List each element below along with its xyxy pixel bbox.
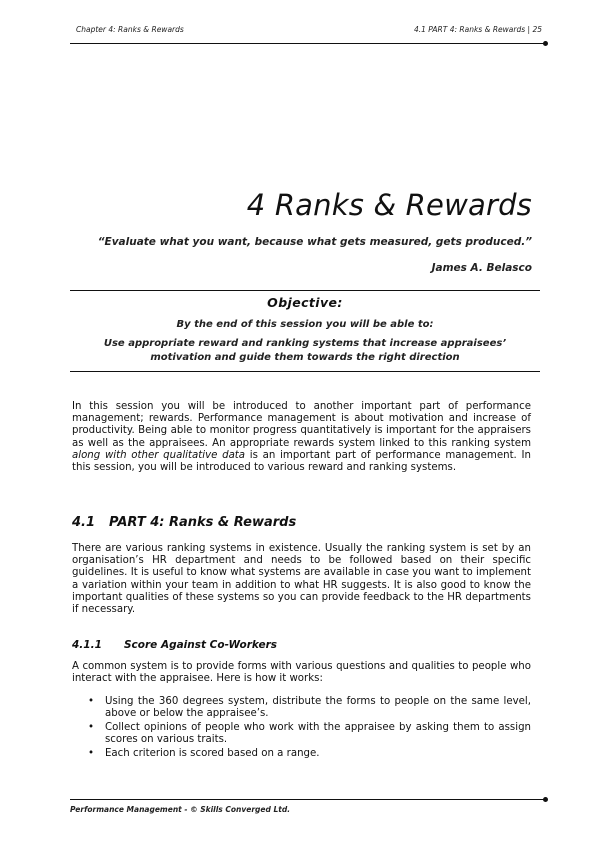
objective-title: Objective: (267, 295, 343, 310)
footer-rule (70, 799, 546, 800)
header-rule (70, 43, 546, 44)
objective-subtitle: By the end of this session you will be able to: (176, 319, 434, 330)
section-number: 4.1 (72, 515, 96, 530)
subsection-paragraph: A common system is to provide forms with various questions and qualities to people who interact with the appraisee. Here is how it works: (72, 661, 531, 685)
footer-rule-dot (543, 797, 548, 802)
header-chapter: Chapter 4: Ranks & Rewards (76, 25, 184, 34)
header-separator: | (527, 25, 531, 34)
bullet-list (72, 696, 531, 762)
chapter-title: 4 Ranks & Rewards (246, 188, 532, 222)
objective-box (70, 290, 540, 372)
page-header (70, 25, 550, 39)
intro-italic-text: along with other qualitative data (72, 449, 246, 461)
bullet-icon: • (88, 747, 95, 759)
quote-author: James A. Belasco (431, 262, 532, 274)
objective-description (70, 337, 540, 365)
section-title: PART 4: Ranks & Rewards (109, 515, 297, 530)
list-item (72, 722, 531, 746)
subsection-heading (72, 639, 277, 651)
subsection-title: Score Against Co-Workers (124, 639, 278, 651)
section-heading (72, 515, 296, 530)
intro-text: In this session you will be introduced to another important part of performance management; rewards. Performance management is about motivation and increase of productivity. Being able to monitor progress quantitatively is important for the appraisers as well as the appraisees. An appropriate rewards system linked to this ranking system (72, 401, 531, 449)
list-item-text: Using the 360 degrees system, distribute the forms to people on the same level, above or below the appraisee’s. (105, 696, 531, 720)
bullet-icon: • (88, 696, 95, 707)
header-section: 4.1 PART 4: Ranks & Rewards (413, 25, 526, 34)
subsection-number: 4.1.1 (72, 639, 102, 651)
header-page-number: 25 (532, 25, 542, 34)
list-item-text: Collect opinions of people who work with the appraisee by asking them to assign scores on various traits. (105, 721, 531, 746)
page-footer: Performance Management - © Skills Converged Ltd. (70, 805, 291, 814)
objective-line: Use appropriate reward and ranking systems that increase appraisees’ (103, 338, 507, 349)
header-rule-dot (543, 41, 548, 46)
list-item (72, 696, 531, 720)
chapter-quote: “Evaluate what you want, because what gets measured, gets produced.” (97, 236, 532, 248)
section-paragraph: There are various ranking systems in existence. Usually the ranking system is set by an organisation’s HR department and needs to be followed based on their specific guidelines. It is useful to know what systems are available in case you want to implement a variation within your team in addition to what HR suggests. It is also good to know the important qualities of these systems so you can provide feedback to the HR departments if necessary. (72, 543, 531, 616)
list-item (72, 748, 531, 760)
list-item-text: Each criterion is scored based on a range. (105, 747, 320, 759)
header-right (414, 25, 542, 34)
objective-line: motivation and guide them towards the right direction (150, 352, 460, 363)
bullet-icon: • (88, 721, 95, 733)
intro-paragraph (72, 401, 531, 474)
intro-text-end: is an important part of performance management. In this session, you will be introduced to various reward and ranking systems. (72, 449, 531, 474)
